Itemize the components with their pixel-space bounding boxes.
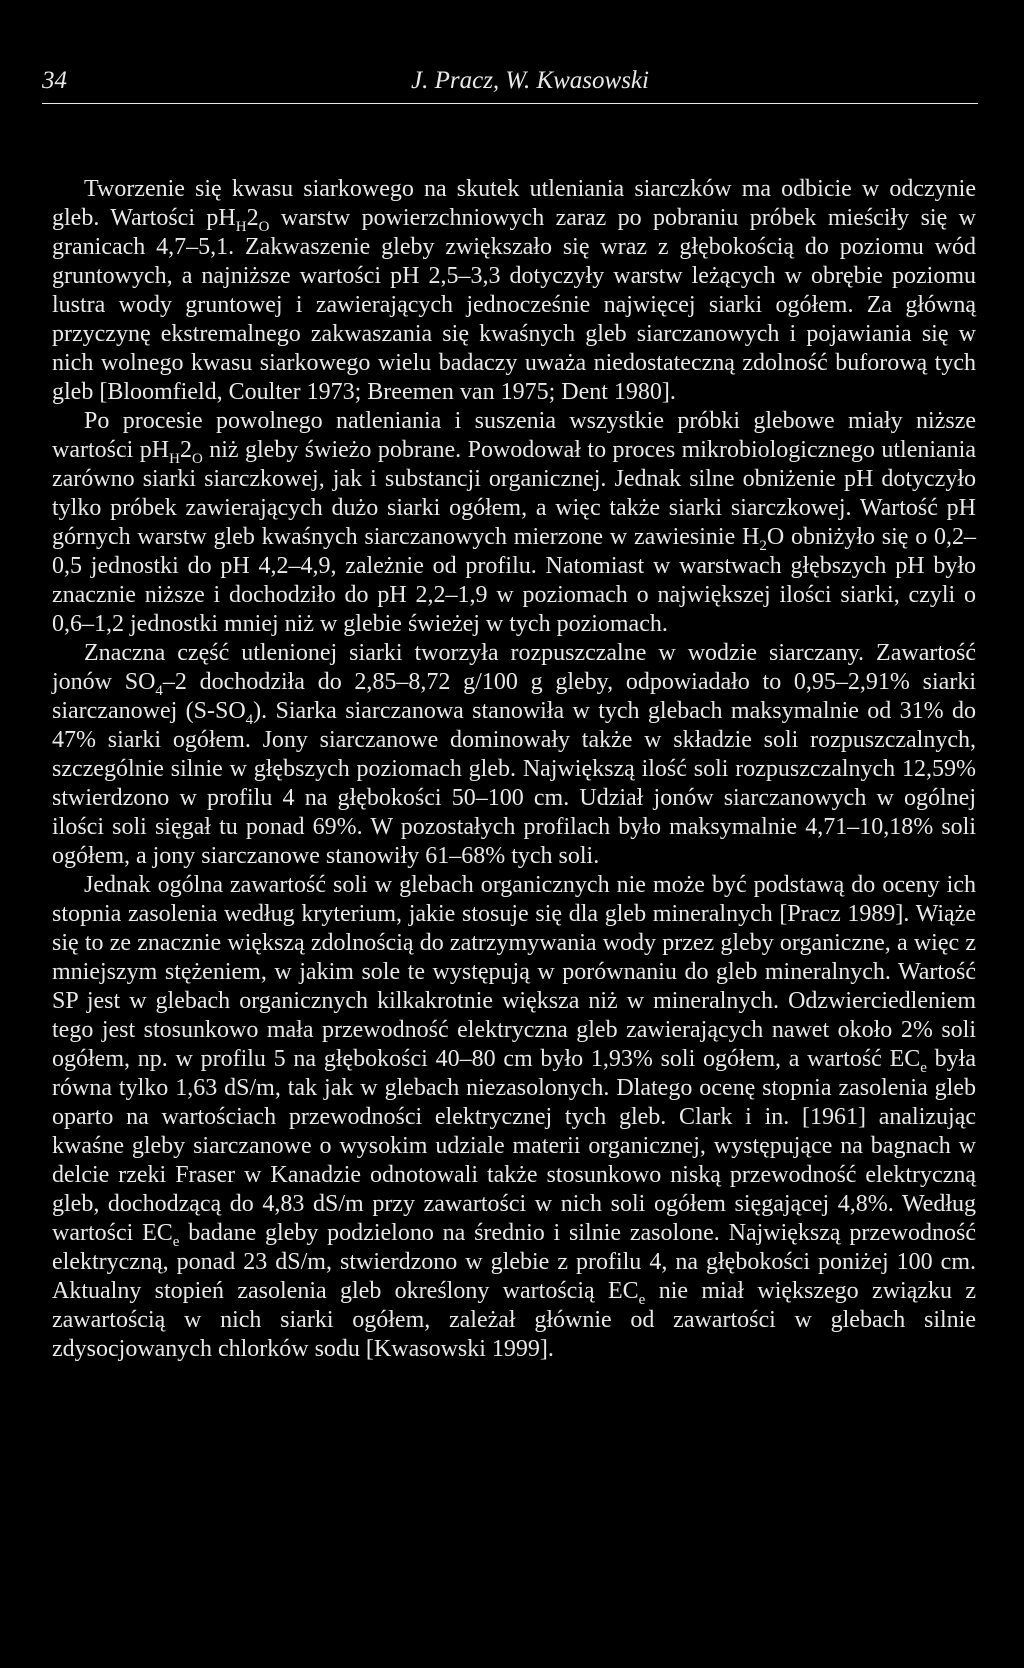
text-run: nie miał większego związku z zawartością w nich siarki ogółem, zależał głównie od zawartości w glebach silnie zdysocjowanych chlorków sodu [Kwasowski 1999].: [52, 1278, 977, 1362]
text-run: 2: [179, 437, 192, 463]
text-run: Znaczna część utlenionej siarki tworzyła rozpuszczalne w wodzie siarczany. Zawartość jonów SO: [52, 640, 976, 695]
subscript: 4: [155, 683, 163, 699]
paragraph: [52, 175, 976, 407]
page-header: [42, 66, 978, 104]
subscript: O: [258, 219, 270, 235]
paragraph: [52, 871, 976, 1364]
text-run: warstw powierzchniowych zaraz po pobraniu próbek mieściły się w granicach 4,7–5,1. Zakwaszenie gleby zwiększało się wraz z głębokością do poziomu wód gruntowych, a najniższe wartości pH 2,5–3,3 dotyczyły warstw leżących w obrębie poziomu lustra wody gruntowej i zawierających jednocześnie najwięcej siarki ogółem. Za główną przyczynę ekstremalnego zakwaszania się kwaśnych gleb siarczanowych i pojawiania się w nich wolnego kwasu siarkowego wielu badaczy uważa niedostateczną zdolność buforową tych gleb [Bloomfield, Coulter 1973; Breemen van 1975; Dent 1980].: [52, 205, 976, 405]
text-run: Tworzenie się kwasu siarkowego na skutek utleniania siarczków ma odbicie w odczynie gleb. Wartości pH: [52, 176, 976, 231]
text-run: badane gleby podzielono na średnio i silnie zasolone. Największą przewodność elektryczną, ponad 23 dS/m, stwierdzono w glebie z profilu 4, na głębokości poniżej 100 cm. Aktualny stopień zasolenia gleb określony wartością EC: [52, 1220, 977, 1304]
paragraph: [52, 639, 976, 871]
running-head: J. Pracz, W. Kwasowski: [411, 67, 649, 94]
page-number: 34: [42, 67, 67, 94]
body-text: [52, 175, 976, 1364]
text-run: Jednak ogólna zawartość soli w glebach organicznych nie może być podstawą do oceny ich stopnia zasolenia według kryterium, jakie stosuje się dla gleb mineralnych [Pracz 1989]. Wiąże się to ze znacznie większą zdolnością do zatrzymywania wody przez gleby organiczne, a więc z mniejszym stężeniem, w jakim sole te występują w porównaniu do gleb mineralnych. Wartość SP jest w glebach organicznych kilkakrotnie większa niż w mineralnych. Odzwierciedleniem tego jest stosunkowo mała przewodność elektryczna gleb zawierających nawet około 2% soli ogółem, np. w profilu 5 na głębokości 40–80 cm było 1,93% soli ogółem, a wartość EC: [52, 872, 976, 1072]
subscript: 4: [245, 712, 254, 728]
subscript: e: [172, 1234, 180, 1250]
text-run: –2 dochodziła do 2,85–8,72 g/100 g gleby, odpowiadało to 0,95–2,91% siarki siarczanowej (S-SO: [52, 669, 976, 724]
text-run: O obniżyło się o 0,2–0,5 jednostki do pH 4,2–4,9, zależnie od profilu. Natomiast w warstwach głębszych pH było znacznie niższe i dochodziło do pH 2,2–1,9 w poziomach o największej ilości siarki, czyli o 0,6–1,2 jednostki mniej niż w glebie świeżej w tych poziomach.: [52, 524, 976, 637]
paragraph: [52, 407, 976, 639]
subscript: 2: [759, 538, 767, 554]
text-run: Po procesie powolnego natleniania i suszenia wszystkie próbki glebowe miały niższe wartości pH: [52, 408, 976, 463]
text-run: 2: [246, 205, 259, 231]
subscript: O: [191, 451, 203, 467]
text-run: niż gleby świeżo pobrane. Powodował to proces mikrobiologicznego utleniania zarówno siarki siarczkowej, jak i substancji organicznej. Jednak silne obniżenie pH dotyczyło tylko próbek zawierających dużo siarki ogółem, a więc także siarki siarczkowej. Wartość pH górnych warstw gleb kwaśnych siarczanowych mierzone w zawiesinie H: [52, 437, 976, 550]
subscript: H: [235, 219, 247, 235]
text-run: była równa tylko 1,63 dS/m, tak jak w glebach niezasolonych. Dlatego ocenę stopnia zasolenia gleb oparto na wartościach przewodności elektrycznej tych gleb. Clark i in. [1961] analizując kwaśne gleby siarczanowe o wysokim udziale materii organicznej, występujące na bagnach w delcie rzeki Fraser w Kanadzie odnotowali także stosunkowo niską przewodność elektryczną gleb, dochodzącą do 4,83 dS/m przy zawartości w nich soli ogółem sięgającej 4,8%. Według wartości EC: [52, 1046, 976, 1246]
text-run: ). Siarka siarczanowa stanowiła w tych glebach maksymalnie od 31% do 47% siarki ogółem. Jony siarczanowe dominowały także w składzie soli rozpuszczalnych, szczególnie silnie w głębszych poziomach gleb. Największą ilość soli rozpuszczalnych 12,59% stwierdzono w profilu 4 na głębokości 50–100 cm. Udział jonów siarczanowych w ogólnej ilości soli sięgał tu ponad 69%. W pozostałych profilach było maksymalnie 4,71–10,18% soli ogółem, a jony siarczanowe stanowiły 61–68% tych soli.: [52, 698, 976, 869]
subscript: e: [920, 1060, 927, 1076]
subscript: e: [638, 1292, 646, 1308]
subscript: H: [169, 451, 180, 467]
